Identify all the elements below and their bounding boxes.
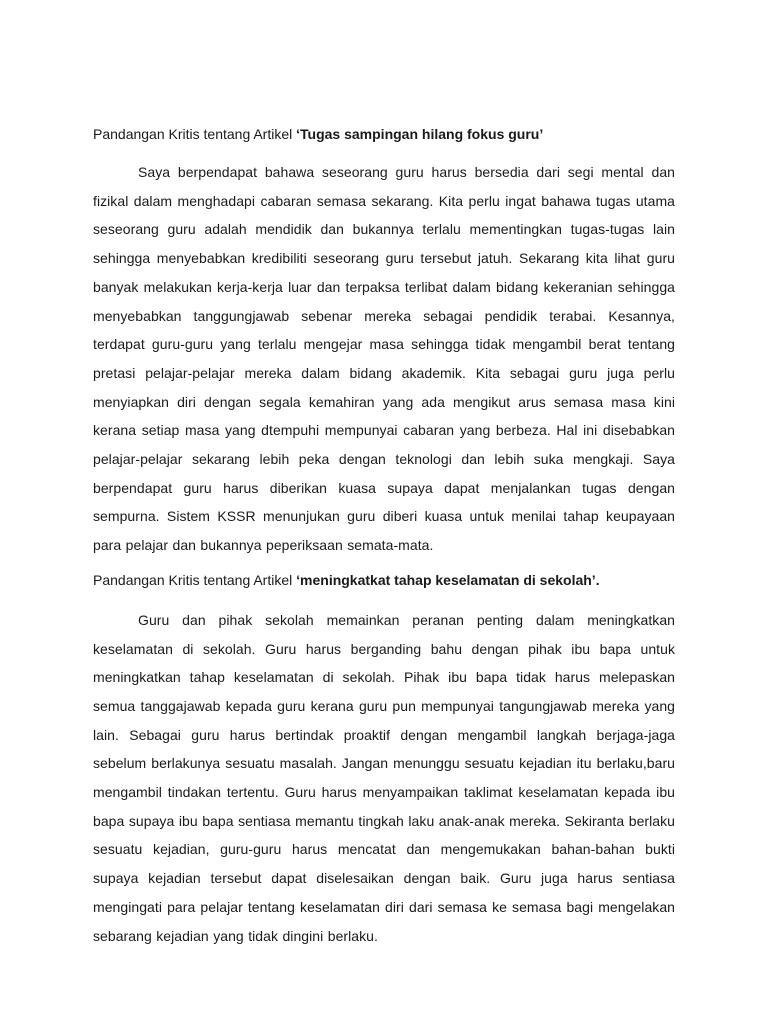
heading-suffix: . <box>595 571 600 588</box>
section-paragraph: Saya berpendapat bahawa seseorang guru harus bersedia dari segi mental dan fizikal dalam menghadapi cabaran semasa sekarang. Kita perlu ingat bahawa tugas utama seseorang guru adalah mendidik dan bukannya terlalu mementingkan tugas-tugas lain sehingga menyebabkan kredibiliti seseorang guru tersebut jatuh. Sekarang kita lihat guru banyak melakukan kerja-kerja luar dan terpaksa terlibat dalam bidang kekeranian sehingga menyebabkan tanggungjawab sebenar mereka sebagai pendidik terabai. Kesannya, terdapat guru-guru yang terlalu mengejar masa sehingga tidak mengambil berat tentang pretasi pelajar-pelajar mereka dalam bidang akademik. Kita sebagai guru juga perlu menyiapkan diri dengan segala kemahiran yang ada mengikut arus semasa masa kini kerana setiap masa yang dtempuhi mempunyai cabaran yang berbeza. Hal ini disebabkan pelajar-pelajar sekarang lebih peka dengan teknologi dan lebih suka mengkaji. Saya berpendapat guru harus diberikan kuasa supaya dapat menjalankan tugas dengan sempurna. Sistem KSSR menunjukan guru diberi kuasa untuk menilai tahap keupayaan para pelajar dan bukannya peperiksaan semata-mata. <box>93 164 675 554</box>
section-heading <box>93 124 675 144</box>
section-paragraph: Guru dan pihak sekolah memainkan peranan penting dalam meningkatkan keselamatan di sekolah. Guru harus berganding bahu dengan pihak ibu bapa untuk meningkatkan tahap keselamatan di sekolah. Pihak ibu bapa tidak harus melepaskan semua tanggajawab kepada guru kerana guru pun mempunyai tangungjawab mereka yang lain. Sebagai guru harus bertindak proaktif dengan mengambil langkah berjaga-jaga sebelum berlakunya sesuatu masalah. Jangan menunggu sesuatu kejadian itu berlaku,baru mengambil tindakan tertentu. Guru harus menyampaikan taklimat keselamatan kepada ibu bapa supaya ibu bapa sentiasa memantu tingkah laku anak-anak mereka. Sekiranta berlaku sesuatu kejadian, guru-guru harus mencatat dan mengemukakan bahan-bahan bukti supaya kejadian tersebut dapat diselesaikan dengan baik. Guru juga harus sentiasa mengingati para pelajar tentang keselamatan diri dari semasa ke semasa bagi mengelakan sebarang kejadian yang tidak dingini berlaku. <box>93 611 675 944</box>
heading-prefix: Pandangan Kritis tentang Artikel <box>93 126 297 142</box>
heading-prefix: Pandangan Kritis tentang Artikel <box>93 571 297 588</box>
heading-article-title: ‘Tugas sampingan hilang fokus guru’ <box>296 126 544 142</box>
heading-article-title: ‘meningkatkat tahap keselamatan di sekolah’ <box>296 571 596 588</box>
document-page <box>93 124 675 950</box>
section-heading <box>93 570 675 590</box>
